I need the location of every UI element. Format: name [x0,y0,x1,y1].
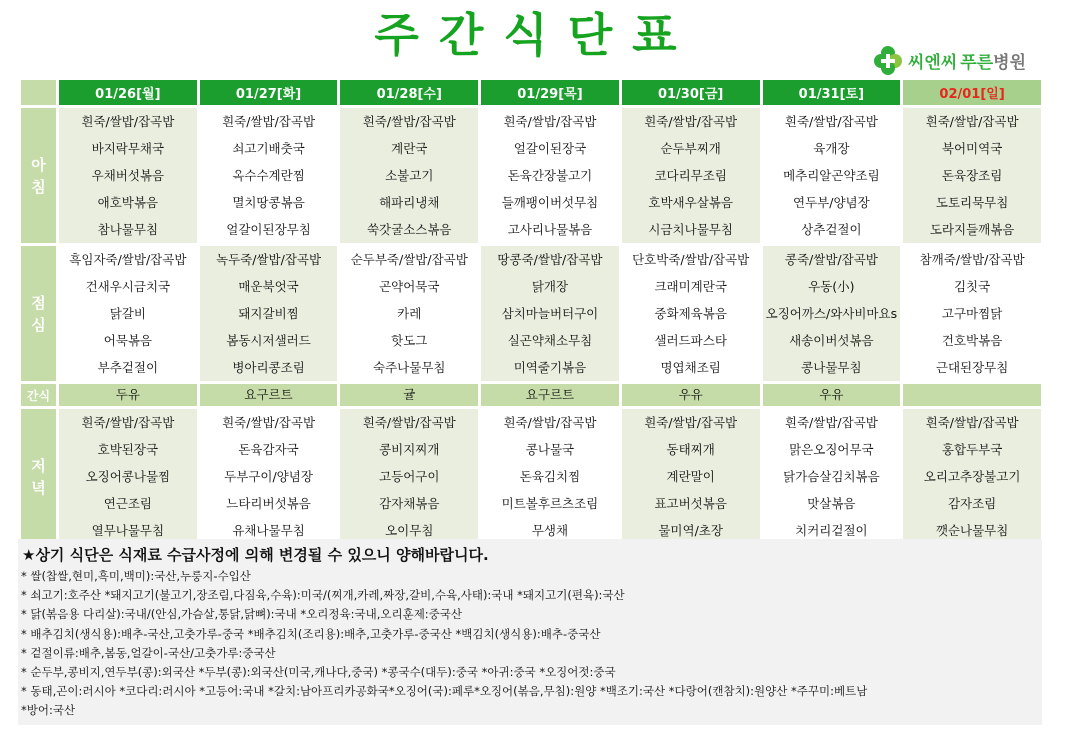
notes-line: * 닭(볶음용 다리살):국내/(안심,가슴살,통닭,닭뼈):국내 *오리정육:국내,오리훈제:중국산 [21,607,463,622]
menu-item: 콩나물무침 [801,360,862,375]
dinner-label [21,409,56,544]
dinner-day-cell [200,409,338,544]
lunch-row [21,246,1041,381]
dinner-day-cell [59,409,197,544]
lunch-day-cell [200,246,338,381]
header-corner [21,80,56,105]
menu-item: 근대된장무침 [935,360,1009,375]
menu-item: 미트볼후르츠조림 [501,496,599,511]
menu-item: 흰죽/쌀밥/잡곡밥 [925,415,1019,430]
lunch-day-cell [763,246,901,381]
menu-item: 흰죽/쌀밥/잡곡밥 [362,415,456,430]
notes-heading: ★상기 식단은 식재료 수급사정에 의해 변경될 수 있으니 양해바랍니다. [22,546,489,564]
notes-line: * 동태,곤이:러시아 *코다리:러시아 *고등어:국내 *갈치:남아프리카공화국*오징어(국):페루*오징어(볶음,무침):원양 *백조기:국산 *다랑어(캔참치):원양산 *주꾸미:베트남 [21,684,868,699]
menu-item: 봄동시저샐러드 [226,333,311,348]
lunch-label [21,246,56,381]
day-header: 01/27[화] [200,80,338,105]
menu-item: 동태찌개 [666,442,715,457]
menu-item: 호박새우살볶음 [648,195,733,210]
menu-item: 곤약어묵국 [379,279,440,294]
day-header: 01/28[수] [340,80,478,105]
menu-item: 콩죽/쌀밥/잡곡밥 [784,252,878,267]
menu-item: 흰죽/쌀밥/잡곡밥 [222,415,316,430]
menu-item: 치커리겉절이 [795,523,868,538]
menu-item: 돼지갈비찜 [238,306,299,321]
menu-item: 맑은오징어무국 [789,442,874,457]
lunch-day-cell [340,246,478,381]
menu-item: 오리고추장불고기 [923,469,1021,484]
menu-item: 호박된장국 [97,442,159,457]
menu-item: 옥수수계란찜 [232,168,305,183]
menu-item: 감자조림 [947,496,997,511]
menu-item: 우채버섯볶음 [91,168,165,183]
header-row [21,80,1041,105]
breakfast-day-cell [200,108,338,243]
breakfast-day-cell [622,108,760,243]
menu-item: 흰죽/쌀밥/잡곡밥 [81,114,175,129]
menu-item: 닭가슴살김치볶음 [783,469,880,484]
menu-item: 흰죽/쌀밥/잡곡밥 [503,114,597,129]
snack-item: 요구르트 [481,384,619,406]
lunch-day-cell [59,246,197,381]
snack-row [21,384,1041,406]
menu-item: 흰죽/쌀밥/잡곡밥 [644,114,738,129]
menu-item: 유채나물무침 [232,523,305,538]
dinner-label-char: 녁 [31,478,46,497]
menu-item: 흰죽/쌀밥/잡곡밥 [81,415,175,430]
dinner-day-cell [340,409,478,544]
lunch-day-cell [622,246,760,381]
menu-item: 바지락무채국 [91,141,165,156]
menu-item: 흰죽/쌀밥/잡곡밥 [503,415,597,430]
day-header: 01/31[토] [763,80,901,105]
menu-item: 흑임자죽/쌀밥/잡곡밥 [69,252,187,267]
menu-item: 샐러드파스타 [654,333,727,348]
menu-item: 삼치마늘버터구이 [501,306,599,321]
menu-item: 녹두죽/쌀밥/잡곡밥 [216,252,322,267]
menu-item: 두부구이/양념장 [224,469,313,484]
lunch-label-char: 심 [31,315,46,334]
logo-text-3: 병원 [993,52,1026,73]
lunch-day-cell [481,246,619,381]
menu-item: 새송이버섯볶음 [789,333,874,348]
notes-line: * 순두부,콩비지,연두부(콩):외국산 *두부(콩):외국산(미국,캐나다,중국) *콩국수(대두):중국 *아귀:중국 *오징어젓:중국 [21,665,616,680]
menu-item: 부추겉절이 [97,360,159,375]
menu-item: 숙주나물무침 [373,360,446,375]
dinner-row [21,409,1041,544]
notes-line: * 배추김치(생식용):배추-국산,고춧가루-중국 *배추김치(조리용):배추,고춧가루-중국산 *백김치(생식용):배추-중국산 [21,626,601,641]
menu-item: 표고버섯볶음 [654,496,727,511]
menu-item: 닭갈비 [109,306,146,321]
menu-item: 연근조림 [103,496,152,511]
menu-item: 돈육장조림 [941,168,1003,183]
menu-item: 열무나물무침 [91,523,165,538]
breakfast-day-cell [763,108,901,243]
menu-item: 콩비지찌개 [379,442,440,457]
notes-line: *방어:국산 [21,703,76,718]
breakfast-row [21,108,1041,243]
menu-item: 병아리콩조림 [232,360,305,375]
menu-item: 실곤약채소무침 [507,333,593,348]
menu-item: 매운북엇국 [238,279,299,294]
menu-item: 카레 [397,306,422,321]
menu-item: 메추리알곤약조림 [783,168,880,183]
menu-item: 참깨죽/쌀밥/잡곡밥 [919,252,1025,267]
menu-item: 닭개장 [531,279,569,294]
weekly-menu-table [18,80,1044,544]
menu-item: 깻순나물무침 [935,523,1009,538]
menu-item: 도토리묵무침 [935,195,1009,210]
clover-cross-icon [872,44,904,76]
breakfast-label [21,108,56,243]
menu-item: 애호박볶음 [97,195,159,210]
menu-item: 해파리냉채 [379,195,440,210]
snack-item: 우유 [763,384,901,406]
menu-item: 오이무침 [385,523,434,538]
breakfast-day-cell [340,108,478,243]
menu-item: 고구마찜닭 [941,306,1003,321]
snack-item: 우유 [622,384,760,406]
menu-item: 북어미역국 [941,141,1003,156]
menu-item: 크래미계란국 [654,279,727,294]
dinner-day-cell [481,409,619,544]
menu-item: 상추겉절이 [801,222,862,237]
menu-item: 고등어구이 [379,469,440,484]
menu-item: 감자채볶음 [379,496,440,511]
snack-item: 두유 [59,384,197,406]
day-header-sunday: 02/01[일] [903,80,1041,105]
menu-item: 돈육감자국 [238,442,299,457]
lunch-day-cell [903,246,1041,381]
day-header: 01/29[목] [481,80,619,105]
breakfast-day-cell [59,108,197,243]
menu-item: 쑥갓굴소스볶음 [366,222,452,237]
menu-item: 코다리무조림 [654,168,727,183]
menu-item: 돈육간장불고기 [507,168,593,183]
menu-item: 고사리나물볶음 [507,222,593,237]
menu-item: 흰죽/쌀밥/잡곡밥 [222,114,316,129]
menu-item: 느타리버섯볶음 [226,496,311,511]
menu-item: 흰죽/쌀밥/잡곡밥 [362,114,456,129]
menu-item: 순두부죽/쌀밥/잡곡밥 [350,252,468,267]
notes-line: * 겉절이류:배추,봄동,얼갈이-국산/고춧가루:중국산 [21,645,276,660]
lunch-label-char: 점 [31,293,46,312]
menu-item: 소불고기 [385,168,434,183]
menu-item: 흰죽/쌀밥/잡곡밥 [644,415,738,430]
menu-item: 얼갈이된장무침 [226,222,311,237]
menu-item: 콩나물국 [525,442,575,457]
menu-item: 건호박볶음 [941,333,1003,348]
snack-label: 간식 [21,384,56,406]
menu-item: 우동(小) [808,279,855,294]
menu-item: 김칫국 [953,279,991,294]
menu-item: 단호박죽/쌀밥/잡곡밥 [632,252,750,267]
menu-item: 물미역/초장 [658,523,723,538]
menu-item: 중화제육볶음 [654,306,727,321]
menu-item: 건새우시금치국 [85,279,171,294]
dinner-day-cell [622,409,760,544]
menu-item: 들깨팽이버섯무침 [501,195,599,210]
snack-item: 귤 [340,384,478,406]
dinner-label-char: 저 [31,456,46,475]
menu-item: 흰죽/쌀밥/잡곡밥 [925,114,1019,129]
snack-item [903,384,1041,406]
menu-item: 무생채 [531,523,569,538]
menu-item: 미역줄기볶음 [513,360,587,375]
menu-item: 돈육김치찜 [519,469,581,484]
menu-item: 도라지들깨볶음 [929,222,1015,237]
menu-item: 쇠고기배춧국 [232,141,305,156]
menu-item: 육개장 [813,141,850,156]
page-title: 주간식단표 [374,8,697,62]
menu-item: 흰죽/쌀밥/잡곡밥 [784,415,878,430]
menu-item: 명엽채조림 [660,360,721,375]
day-header: 01/30[금] [622,80,760,105]
logo-text-2: 푸른 [960,52,994,73]
day-header: 01/26[월] [59,80,197,105]
menu-item: 참나물무침 [97,222,159,237]
breakfast-label-char: 침 [31,177,46,196]
menu-item: 계란말이 [666,469,715,484]
menu-item: 오징어콩나물찜 [85,469,171,484]
menu-item: 어묵볶음 [103,333,152,348]
menu-item: 오징어까스/와사비마요s [765,306,898,321]
breakfast-day-cell [903,108,1041,243]
menu-item: 계란국 [391,141,428,156]
notes-line: * 쇠고기:호주산 *돼지고기(불고기,장조림,다짐육,수육):미국/(찌개,카레,짜장,갈비,수육,사태):국내 *돼지고기(편육):국산 [21,588,625,603]
snack-item: 요구르트 [200,384,338,406]
menu-item: 맛살볶음 [807,496,856,511]
menu-item: 연두부/양념장 [793,195,870,210]
menu-item: 얼갈이된장국 [513,141,587,156]
menu-item: 시금치나물무침 [648,222,733,237]
menu-item: 핫도그 [391,333,428,348]
logo-text-1: 씨엔씨 [908,52,958,73]
menu-item: 순두부찌개 [660,141,721,156]
menu-item: 땅콩죽/쌀밥/잡곡밥 [497,252,603,267]
dinner-day-cell [763,409,901,544]
notes-line: * 쌀(찹쌀,현미,흑미,백미):국산,누룽지-수입산 [21,569,251,583]
breakfast-day-cell [481,108,619,243]
breakfast-label-char: 아 [31,155,46,174]
hospital-logo [872,40,1026,80]
menu-item: 홍합두부국 [941,442,1003,457]
dinner-day-cell [903,409,1041,544]
menu-item: 흰죽/쌀밥/잡곡밥 [784,114,878,129]
menu-item: 멸치땅콩볶음 [232,195,305,210]
notes-box [18,539,1042,725]
